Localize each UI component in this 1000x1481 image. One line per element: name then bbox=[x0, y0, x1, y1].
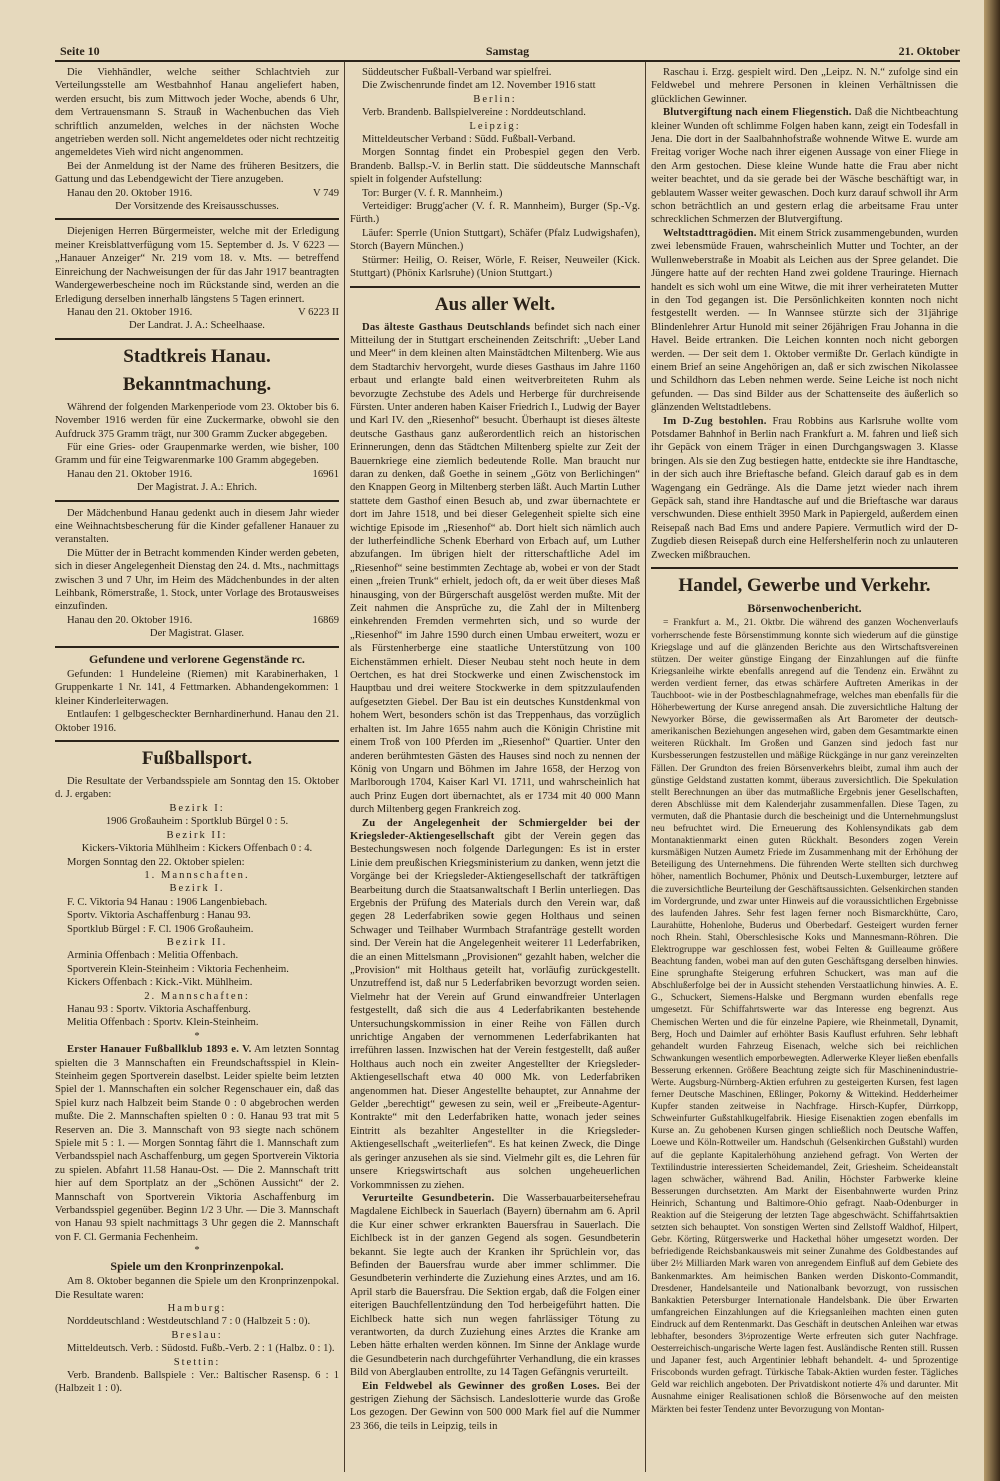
column-1 bbox=[55, 66, 339, 1466]
page-number: Seite 10 bbox=[60, 44, 100, 58]
section-rule bbox=[55, 646, 339, 648]
paragraph: Gefunden: 1 Hundeleine (Riemen) mit Karabinerhaken, 1 Gruppenkarte 1 Nr. 141, 4 Fettmarken. Abhandengekommen: 1 kleiner Kinderleiterwagen. bbox=[55, 669, 339, 707]
paragraph: Sportklub Bürgel : F. Cl. 1906 Großauheim. bbox=[67, 923, 254, 935]
article-lead: Das älteste Gasthaus Deutschlands bbox=[362, 321, 531, 333]
dateline-date: Hanau den 21. Oktober 1916. bbox=[67, 306, 193, 318]
spaced-label: 1. Mannschaften. bbox=[144, 869, 250, 881]
paragraph: Hanau 93 : Sportv. Viktoria Aschaffenburg. bbox=[67, 1003, 251, 1015]
paragraph: Verteidiger: Brugg'acher (V. f. R. Mannheim), Burger (Sp.-Vg. Fürth.) bbox=[350, 201, 640, 226]
article-paragraph bbox=[350, 1380, 640, 1434]
subheading: Gefundene und verlorene Gegenstände rc. bbox=[89, 651, 305, 666]
section-heading: Aus aller Welt. bbox=[434, 293, 556, 315]
article-text: Bei der gestrigen Ziehung der Sächsisch. Landeslotterie wurde das Große Los gezogen. Der Gewinn von 500 000 Mark fiel auf die Nummer 23 366, die teils in Leipzig, teils in bbox=[350, 1380, 640, 1432]
signature-line: Der Magistrat. J. A.: Ehrich. bbox=[136, 482, 258, 494]
spaced-label: Bezirk I: bbox=[169, 802, 225, 814]
article-paragraph bbox=[350, 1192, 640, 1380]
spaced-label: Stettin: bbox=[173, 1356, 221, 1368]
page-binding-edge bbox=[984, 0, 1000, 1481]
paragraph: Der Mädchenbund Hanau gedenkt auch in diesem Jahr wieder eine Weihnachtsbescherung für die Kinder gefallener Hanauer zu veranstalten. bbox=[55, 507, 339, 546]
market-report: = Frankfurt a. M., 21. Oktbr. Die während des ganzen Wochenverlaufs vorherrschende feste Börsenstimmung konnte sich wiederum auf die günstige Kriegslage und auf die glänzenden Berichte aus den Wirtschaftsvereinen stützen. Der weiter günstige Eingang der Einzahlungen auf die fünfte Kriegsanleihe wirkte ebenfalls anregend auf die Tendenz ein. Erwähnt zu werden verdient ferner, das etwas schärfere Auftreten Amerikas in der Tauchboot- wie in der Postbeschlagnahmefrage, welches man ebenfalls für die Höherbewertung der Kurse anregend ansah. Die zuversichtliche Haltung der Newyorker Börse, die gewissermaßen als Art Barometer der deutsch-amerikanischen Beziehungen angesehen wird, gaben dem Gesamtmarkte einen weiteren Rückhalt. Im Großen und Ganzen sind jedoch fast nur Kursbesserungen festzustellen und mäßige Rückgänge in nur ganz vereinzelten Fällen. Der Grundton des freien Börsenverkehrs bleibt, zumal ihm auch der günstige Geldstand zustatten kommt, überaus zuversichtlich. Die Spekulation stellt Berechnungen an über das mutmaßliche Ergebnis jener Gesellschaften, deren Abschlüsse mit dem Kalenderjahr zusammenfallen. Diese Tagen, zu vermuten, daß die Phantasie durch die bescheinigt und die Unternehmungslust neu befruchtet wird. Die Erneuerung des Kohlensyndikats gab dem Montanaktienmarkt einen guten Rückhalt. Besonders zogen Verein kursmäßigen Nutzen Aumetz Friede im Zusammenhang mit der Erhöhung der Beteiligung des Unternehmens. Die führenden Werte stellten sich durchweg höher, namentlich Bochumer, Phönix und Deutsch-Luxemburger, letztere auf die zuversichtliche Beurteilung der Geschäftsaussichten. Gelsenkirchen standen im Vordergrunde, und zwar unter Hinweis auf die voraussichtlichen Ergebnisse des laufenden Jahres. Sehr fest lagen ferner noch Bismarckhütte, Caro, Laurahütte, Hohenlohe, Buderus und Oberbedarf. Gesteigert wurden ferner noch Rhein. Stahl, Oberschlesische Koks und Mannesmann-Röhren. Die Elektrogruppe war geschlossen fest, wobei Felten & Guilleaume größere Beachtung fanden, wobei man auf den guten Geschäftsgang derselben hinwies. Eine sprunghafte Steigerung erfuhren Schuckert, was man auf die Abschlußerfolge bei der in Aussicht stehenden Verstaatlichung hinwies. A. E. G., Schuckert, Siemens-Halske und Bergmann wurden ebenfalls rege umgesetzt. Für Schiffahrtswerte war das Interesse eng begrenzt. Aus Chemischen Werten und die für einzelne Papiere, wie Rheinmetall, Dynamit, Berg, Hoch und Daimler auf erhöhter Basis Kauflust erfuhren. Sehr lebhaft gehandelt wurden Fahrzeug Eisenach, welche sich bei reichlichen Schwankungen wesentlich emporbewegten. Adlerwerke Kleyer ließen ebenfalls Besserung erkennen. Größere Beachtung zeigte sich für Maschinenindustrie-Werte. Augsburg-Nürnberg-Aktien erfuhren zu gesteigerten Kursen, fest lagen ferner Deutsche Maschinen, Eßlinger, Pokorny & Wittekind. Hedderheimer Kupfer standen zeitweise in Nachfrage. Hirsch-Kupfer, Dürrkopp, Schweinfurter Gußstahlkugelfabrik. Hiesige Eisenaktien zogen ebenfalls im Kurse an. Zu gehobenen Kursen gingen schließlich noch Deutsche Waffen, Loewe und Köln-Rottweiler um. Handschuh (Gelsenkirchen Gußstahl) wurden auf die geplante Kapitalerhöhung anziehend gefragt. Von Werten der Textilindustrie interessierten Scheidemandel, Zeit, Griesheim. Scheideanstalt lagen schwächer, während Bad. Anilin, Höchster Farbwerke kleine Besserungen durchsetzten. Am Markt der Eisenbahnwerte wurden Prinz Heinrich, Schantung und Baltimore-Ohio gefragt. Naab-Odenburger in Reaktion auf die Steigerung der letzten Tage abgeschwächt. Schiffahrtsaktien setzten sich behauptet. Von sonstigen Werten sind Zellstoff Waldhof, Hilpert, Gebr. Körting, Rütgerswerke und Hackethal höher umgesetzt worden. Der befriedigende Reichsbankausweis mit seiner Zunahme des Goldbestandes auf über 2½ Milliarden Mark waren von anregendem Einfluß auf dem Gebiete des Bankenmarktes. Am heimischen Banken werden Diskonto-Commandit, Dresdener, Handelsanteile und Nationalbank bevorzugt, von russischen Bankaktien Petersburger Internationale Handelsbank. Die über Erwarten umfangreichen Einzahlungen auf die Kriegsanleihen machten einen guten Eindruck auf dem Rentenmarkt. Das Geschäft in deutschen Anleihen war etwas lebhafter, besonders 3½prozentige Werte erfreuten sich guter Nachfrage. Oesterreichisch-ungarische Werte lagen fest. Ausländische Renten still. Russen und Japaner fest, auch Argentinier lebhaft behandelt. 4- und 5prozentige Friscobonds wurden gefragt. Türkische Tabak-Aktien wurden fester. Tägliches Geld war reichlich angeboten. Der Privatdiskont notierte 4⅞ und darunter. Mit Ausnahme einiger Realisationen schloß die Börsenwoche auf den meisten Märkten bei fester Tendenz unter Bevorzugung von Montan- bbox=[651, 617, 958, 1415]
subheading: Börsenwochenbericht. bbox=[747, 601, 862, 616]
paragraph: Morgen Sonntag findet ein Probespiel gegen den Verb. Brandenb. Ballsp.-V. in Berlin statt. Die süddeutsche Mannschaft spielt in folgender Aufstellung: bbox=[350, 147, 640, 186]
paragraph: Melitia Offenbach : Sportv. Klein-Steinheim. bbox=[67, 1017, 259, 1029]
article-paragraph bbox=[651, 415, 958, 562]
reference-number: V 749 bbox=[313, 187, 339, 199]
paragraph: Die Mütter der in Betracht kommenden Kinder werden gebeten, sich in dieser Angelegenheit Dienstag den 24. d. Mts., nachmittags zwischen 3 und 7 Uhr, im Heim des Mädchenbundes in der alten Leihbank, Römerstraße, 1. Stock, unter Vorlage des Brotausweises einzufinden. bbox=[55, 547, 339, 613]
centered-line: 1906 Großauheim : Sportklub Bürgel 0 : 5. bbox=[105, 816, 289, 828]
signature-line: Der Vorsitzende des Kreisausschusses. bbox=[115, 201, 279, 213]
centered-line: Kickers-Viktoria Mühlheim : Kickers Offenbach 0 : 4. bbox=[81, 843, 313, 855]
subheading: Spiele um den Kronprinzenpokal. bbox=[110, 1258, 284, 1273]
paragraph: Sportverein Klein-Steinheim : Viktoria Fechenheim. bbox=[67, 963, 289, 975]
article-paragraph bbox=[350, 817, 640, 1192]
article-text: Mit einem Strick zusammengebunden, wurden zwei lebensmüde Frauen, wahrscheinlich Mutter und Tochter, an der Wullenweberstraße in Moabit als Leichen aus der Spree gelandet. Die Jüngere hatte auf der rechten Hand zwei goldene Trauringe. Hiernach handelt es sich wohl um eine Witwe, die mit ihrer verheirateten Mutter in den Tod gegangen ist. Die Persönlichkeiten konnten noch nicht festgestellt werden. — In Wannsee stürzte sich der 31jährige Blindenlehrer Artur Hunold mit seiner 26jährigen Frau Johanna in die Havel. Beide ertranken. Die Leichen konnten noch nicht geborgen werden. — Der seit dem 1. Oktober vermißte Dr. Gerlach kündigte in einem Brief an seine Angehörigen an, daß er sich zwischen Nikolassee und Schildhorn das Leben nehmen werde. Seine Leiche ist noch nicht gefunden. — Das sind Bilder aus der Schattenseite des äußerlich so glänzenden Weltstadtlebens. bbox=[651, 227, 958, 414]
article-paragraph bbox=[350, 321, 640, 817]
centered-line: * bbox=[194, 1245, 200, 1257]
article-text: gibt der Verein gegen das Bestechungswesen noch folgende Darlegungen: Es ist in erster Linie dem preußischen Kriegsministerium zu danken, wenn jetzt die Vorgänge bei der Kriegsleder-Aktiengesellschaft der tatkräftigen Bearbeitung durch die Staatsanwaltschaft I Berlin unterliegen. Das Ergebnis der Prüfung des Materials durch den Verein war, daß gegen 28 Lederfabriken sowie gegen Holthaus und seinen Schwager und Teilhaber Wurmbach Strafanträge gestellt worden sind. Der Verein hat die Angelegenheit weiterer 11 Lederfabriken, die an einen Mittelsmann „Provisionen“ gezahlt haben, welcher die „Provision“ mit Holthaus geteilt hat, vorläufig zurückgestellt. Unzutreffend ist, daß nur 5 Lederfabriken bevorzugt worden seien. Vielmehr hat der Verein auf Grund einwandfreier Unterlagen festgestellt, daß sich die aus 4 Lederfabrikanten bestehende Untersuchungskommission in einer Reihe von Fällen durch unrichtige Angaben der vernommenen Lederfabrikanten hat irreführen lassen. Inzwischen hat der Verein festgestellt, daß außer Holthaus auch noch ein zweiter Angestellter der Kriegsleder-Aktiengesellschaft etwa 40 000 Mk. von Lederfabriken angenommen hat. Dieser Angestellte behauptet, zur Annahme der Gelder „berechtigt“ gewesen zu sein, weil er „Freibeute-Agentur-Kontrakte“ mit den Lederfabriken hatte, wonach jeder seines Eintritt als bezahlter Angestellter in die Kriegsleder-Aktiengesellschaft „weiterliefen“. Es hat keinen Zweck, die Dinge als geringer anzusehen als sie sind. Vielmehr gilt es, die Lehren für unsere Kriegswirtschaft aus solchen ungeheuerlichen Vorkommnissen zu ziehen. bbox=[350, 830, 640, 1191]
reference-number: V 6223 II bbox=[298, 306, 339, 318]
article-text: Daß die Nichtbeachtung kleiner Wunden oft schlimme Folgen haben kann, zeigt ein Todesfall in Jena. Die dort in der Saalbahnhofstraße wohnende Witwe E. wurde am Freitag voriger Woche nach ihrer eigenen Aussage von einer Fliege in den Arm gestochen. Diese kleine Wunde hatte die Frau aber nicht weiter beachtet, und da sie gerade bei der Wäsche beschäftigt war, in geblautem Wasser weiter gewaschen. Doch kurz darauf schwoll ihr Arm schon beträchtlich an und gestern erlag die arbeitsame Frau unter schrecklichen Schmerzen der Blutvergiftung. bbox=[651, 107, 958, 226]
paragraph: Norddeutschland : Westdeutschland 7 : 0 (Halbzeit 5 : 0). bbox=[67, 1316, 311, 1328]
spaced-label: 2. Mannschaften: bbox=[144, 990, 250, 1002]
centered-line: * bbox=[194, 1030, 200, 1042]
paragraph: Die Resultate der Verbandsspiele am Sonntag den 15. Oktober d. J. ergaben: bbox=[55, 776, 339, 801]
spaced-label: Berlin: bbox=[473, 93, 517, 105]
section-rule bbox=[55, 338, 339, 340]
article-lead: Erster Hanauer Fußballklub 1893 e. V. bbox=[67, 1044, 252, 1056]
dateline-date: Hanau den 21. Oktober 1916. bbox=[67, 468, 193, 480]
section-heading: Bekanntmachung. bbox=[122, 373, 272, 395]
article-paragraph bbox=[651, 106, 958, 227]
signature-line: Der Landrat. J. A.: Scheelhaase. bbox=[129, 320, 265, 332]
paragraph: Läufer: Sperrle (Union Stuttgart), Schäfer (Pfalz Ludwigshafen), Storch (Bayern München.) bbox=[350, 227, 640, 253]
article-lead: Ein Feldwebel als Gewinner des großen Loses. bbox=[362, 1380, 600, 1392]
paragraph: Mitteldeutsch. Verb. : Südostd. Fußb.-Verb. 2 : 1 (Halbz. 0 : 1). bbox=[67, 1343, 335, 1355]
weekday: Samstag bbox=[485, 44, 530, 58]
section-heading: Fußballsport. bbox=[141, 748, 253, 770]
section-heading: Handel, Gewerbe und Verkehr. bbox=[678, 575, 931, 597]
column-3 bbox=[651, 66, 958, 1466]
spaced-label: Bezirk I. bbox=[169, 883, 225, 895]
paragraph: Mitteldeutscher Verband : Südd. Fußball-Verband. bbox=[362, 134, 576, 146]
section-rule bbox=[55, 218, 339, 220]
paragraph: Süddeutscher Fußball-Verband war spielfrei. bbox=[362, 67, 552, 78]
paragraph: Entlaufen: 1 gelbgescheckter Bernhardinerhund. Hanau den 21. Oktober 1916. bbox=[55, 709, 339, 734]
article-lead: Blutvergiftung nach einem Fliegenstich. bbox=[663, 107, 852, 119]
section-heading: Stadtkreis Hanau. bbox=[123, 345, 271, 367]
article-lead: Zu der Angelegenheit der Schmiergelder bei der Kriegsleder-Aktiengesellschaft bbox=[350, 817, 640, 842]
paragraph: Während der folgenden Markenperiode vom 23. Oktober bis 6. November 1916 werden für eine Zuckermarke, obwohl sie den Aufdruck 375 Gramm trägt, nur 300 Gramm Zucker abgegeben. bbox=[55, 401, 339, 440]
article-text: befindet sich nach einer Mitteilung der in Stuttgart erscheinenden Zeitschrift: „Ueber Land und Meer“ in dem kleinen alten Mainstädtchen Miltenberg. Wie aus dem Stadtarchiv hervorgeht, wurde dieses Gasthaus im Jahre 1160 erbaut und erlangte bald einen weitverbreiteten Ruhm als bevorzugte Zechstube des Adels und Herberge für durchreisende Fürsten. Unter anderen haben Kaiser Friedrich I., Ludwig der Bayer und Karl IV. den „Riesenhof“ besucht. Überhaupt ist dieses älteste deutsche Gasthaus ganz außerordentlich reich an historischen Erinnerungen, denn das Städtchen Miltenberg spielte zur Zeit der Bauernkriege eine ziemlich bedeutende Rolle. Man braucht nur daran zu denken, daß Goethe in seinem „Götz von Berlichingen“ den Knappen Georg in Miltenberg sterben läßt. Auch Martin Luther stattete dem Gasthof einen Besuch ab, und zwar übernachtete er dort im Jahre 1518, und bei dieser Gelegenheit spielte sich eine wichtige Episode im „Riesenhof“ ab. Dort hielt sich nämlich auch der lutherfeindliche Schenk Eberhard von Erbach auf, um Luther abzufangen. Im übrigen hielt der ritterschaftliche Adel im „Riesenhof“ seine bestimmten Zechtage ab, wobei er von der Stadt einen „freien Trunk“ erhielt, jedoch oft, da er weit über dieses Maß hinausging, von der Bürgerschaft ausgelöst werden mußte. Mit der Zeit nahmen die Ansprüche zu, die Zahl der in Miltenberg einkehrenden Fremden vermehrten sich, und so wurde der „Riesenhof“ im Jahre 1590 durch einen Umbau erweitert, wozu er als Fürstenherberge eine staatliche Unterstützung von 100 Eichenstämmen erhielt. Dieser Neubau steht noch heute in dem Oertchen, es hat drei Stockwerke und einen Zwischenstock im Hauptbau und drei weitere Stockwerke in dem spitzzulaufenden aufgesetzten Giebel. Der Bau ist ein deutsches Kunstdenkmal von hohem Wert, besonders schön ist das Treppenhaus, das vorzüglich erhalten ist. Im Jahre 1655 nahm auch die Königin Christine mit einem Troß von 100 Pferden im „Riesenhof“ Quartier. Unter den anderen berühmtesten Gästen des Hauses sind noch zu nennen der König von Ungarn und Böhmen im Jahre 1658, der Herzog von Marlborough 1704, Kaiser Karl VI. 1711, und wahrscheinlich hat auch Prinz Eugen dort übernachtet, als er 1734 mit 40 000 Mann durch Miltenberg gegen Frankreich zog. bbox=[350, 321, 640, 816]
column-2 bbox=[350, 66, 640, 1466]
paragraph: F. C. Viktoria 94 Hanau : 1906 Langenbiebach. bbox=[67, 896, 268, 908]
paragraph: Morgen Sonntag den 22. Oktober spielen: bbox=[67, 856, 245, 868]
paragraph: Verb. Brandenb. Ballspiele : Ver.: Baltischer Rasensp. 6 : 1 (Halbzeit 1 : 0). bbox=[55, 1369, 339, 1395]
paragraph: Für eine Gries- oder Graupenmarke werden, wie bisher, 100 Gramm und für eine Teigwarenmarke 100 Gramm abgegeben. bbox=[55, 441, 339, 467]
dateline bbox=[55, 306, 339, 319]
section-rule bbox=[651, 567, 958, 569]
paragraph: Die Zwischenrunde findet am 12. November 1916 statt bbox=[362, 80, 596, 92]
dateline-date: Hanau den 20. Oktober 1916. bbox=[67, 187, 193, 199]
paragraph: Raschau i. Erzg. gespielt wird. Den „Leipz. N. N.“ zufolge sind ein Feldwebel und mehrere Personen in kleinen Verhältnissen die glücklichen Gewinner. bbox=[651, 67, 958, 105]
section-rule bbox=[55, 740, 339, 742]
paragraph: Sportv. Viktoria Aschaffenburg : Hanau 93. bbox=[67, 910, 251, 922]
paragraph: Diejenigen Herren Bürgermeister, welche mit der Erledigung meiner Kreisblattverfügung vom 15. September d. Js. V 6223 — „Hanauer Anzeiger“ Nr. 219 vom 18. v. Mts. — betreffend Einreichung der Nachweisungen der für das Jahr 1917 beantragten Wandergewerbescheine noch im Rückstande sind, werden an die Erledigung derselben innerhalb längstens 5 Tagen erinnert. bbox=[55, 226, 339, 305]
column-divider bbox=[344, 62, 345, 1472]
page-header bbox=[55, 44, 960, 58]
dateline-date: Hanau den 20. Oktober 1916. bbox=[67, 614, 193, 626]
article-lead: Im D-Zug bestohlen. bbox=[663, 415, 767, 427]
spaced-label: Bezirk II. bbox=[166, 936, 228, 948]
paragraph: Kickers Offenbach : Kick.-Vikt. Mühlheim. bbox=[67, 977, 253, 989]
header-rule bbox=[55, 60, 960, 62]
spaced-label: Hamburg: bbox=[167, 1302, 227, 1314]
paragraph: Am 8. Oktober begannen die Spiele um den Kronprinzenpokal. Die Resultate waren: bbox=[55, 1276, 339, 1301]
article-text: Die Wasserbauarbeitersehefrau Magdalene Eichlbeck in Sauerlach (Bayern) übernahm am 6. April die Kur einer schwer erkrankten Bauersfrau in Sauerlach. Die Eichlbeck ist in der ganzen Gegend als sogen. Gesundbeterin bekannt. Sie legte auch der Kranken ihr Sprüchlein vor, das Befinden der Bauersfrau wurde aber immer schlimmer. Die Gesundbeterin verhinderte die Zuziehung eines Arztes, und am 16. April starb die Bauersfrau. Die Sektion ergab, daß die Folgen einer eiterigen Bauchfellentzündung den Tod herbeigeführt hatten. Die Eichlbeck hatte sich nun wegen fahrlässiger Tötung zu verantworten, da durch Zuziehung eines Arztes die Kranke am Leben hätte erhalten werden können. Im Sinne der Anklage wurde die Gesundbeterin nach durchgeführter Verhandlung, die ein krasses Bild von Aberglauben entrollte, zu 14 Tagen Gefängnis verurteilt. bbox=[350, 1192, 640, 1379]
reference-number: 16869 bbox=[312, 614, 339, 626]
paragraph: Bei der Anmeldung ist der Name des früheren Besitzers, die Gattung und das Lebendgewicht der Tiere anzugeben. bbox=[55, 160, 339, 186]
section-rule bbox=[350, 286, 640, 288]
article-text: Frau Robbins aus Karlsruhe wollte vom Potsdamer Bahnhof in Berlin nach Frankfurt a. M. fahren und ließ sich ihr Gepäck von einem Träger in einen Durchgangswagen 3. Klasse bringen. Als sie den Zug bestiegen hatte, entdeckte sie ihre Handtasche, in der sich auch ihre Brieftasche befand. Gleich darauf gab es in dem Wagengang ein Gedränge. Als die Dame jetzt wieder nach ihrem Gepäck sah, stand ihre Handtasche auf und die Brieftasche war daraus verschwunden. Diese enthielt 3950 Mark in Papiergeld, außerdem einen Reisepaß nach Bad Ems und andere Papiere. Vermutlich wird der D-Zugdieb diesen Reisepaß durch eine Helfershelferin noch zu unlauteren Zwecken mißbrauchen. bbox=[651, 415, 958, 561]
article-text: Am letzten Sonntag spielten die 3 Mannschaften ein Freundschaftsspiel in Klein-Steinheim gegen Sportverein daselbst. Leider spielte beim letzten Spiel der 1. Mannschaften ein solcher Regenschauer ein, daß das Spiel kurz nach Halbzeit beim Stande 0 : 0 abgebrochen werden mußte. Die 2. Mannschaften spielten 0 : 0. Hanau 93 trat mit 5 Reserven an. Die 3. Mannschaft von 93 siegte nach schönem Spiele mit 5 : 1. — Morgen Sonntag fährt die 1. Mannschaft zum Verbandsspiel nach Aschaffenburg, um gegen Sportverein Viktoria zu spielen. Abfahrt 11.58 Hanau-Ost. — Die 2. Mannschaft tritt hier auf dem Sportplatz an der „Schönen Aussicht“ der 2. Mannschaft von Sportverein Viktoria Aschaffenburg im Verbandsspiel gegenüber. Beginn 1/2 3 Uhr. — Die 3. Mannschaft von Hanau 93 spielt nachmittags 3 Uhr gegen die 2. Mannschaft von F. Cl. Germania Fechenheim. bbox=[55, 1044, 339, 1243]
article-paragraph bbox=[55, 1043, 339, 1244]
article-lead: Weltstadttragödien. bbox=[663, 227, 757, 239]
column-divider bbox=[645, 62, 646, 1472]
dateline bbox=[55, 187, 339, 200]
section-rule bbox=[55, 500, 339, 502]
paragraph: Tor: Burger (V. f. R. Mannheim.) bbox=[362, 187, 503, 199]
issue-date: 21. Oktober bbox=[898, 44, 960, 58]
spaced-label: Bezirk II: bbox=[166, 829, 228, 841]
spaced-label: Breslau: bbox=[171, 1329, 223, 1341]
dateline bbox=[55, 468, 339, 481]
article-lead: Verurteilte Gesundbeterin. bbox=[362, 1192, 495, 1204]
dateline bbox=[55, 614, 339, 627]
paragraph: Die Viehhändler, welche seither Schlachtvieh zur Verteilungsstelle am Westbahnhof Hanau angeliefert haben, werden ersucht, bis zum Mittwoch jeder Woche, abends 6 Uhr, dem Vertrauensmann S. Strauß in Wachenbuchen das Vieh schriftlich anzumelden, welches in der nächsten Woche angetrieben werden soll. Nicht angemeldetes oder nicht rechtzeitig angemeldetes Vieh wird nicht angenommen. bbox=[55, 67, 339, 159]
paragraph: Arminia Offenbach : Melitia Offenbach. bbox=[67, 950, 239, 962]
paragraph: Stürmer: Heilig, O. Reiser, Wörle, F. Reiser, Neuweiler (Kick. Stuttgart) (Phönix Karlsruhe) (Union Stuttgart.) bbox=[350, 254, 640, 280]
reference-number: 16961 bbox=[312, 468, 339, 480]
article-paragraph bbox=[651, 227, 958, 415]
paragraph: Verb. Brandenb. Ballspielvereine : Norddeutschland. bbox=[362, 107, 586, 119]
signature-line: Der Magistrat. Glaser. bbox=[149, 628, 245, 640]
spaced-label: Leipzig: bbox=[469, 120, 521, 132]
